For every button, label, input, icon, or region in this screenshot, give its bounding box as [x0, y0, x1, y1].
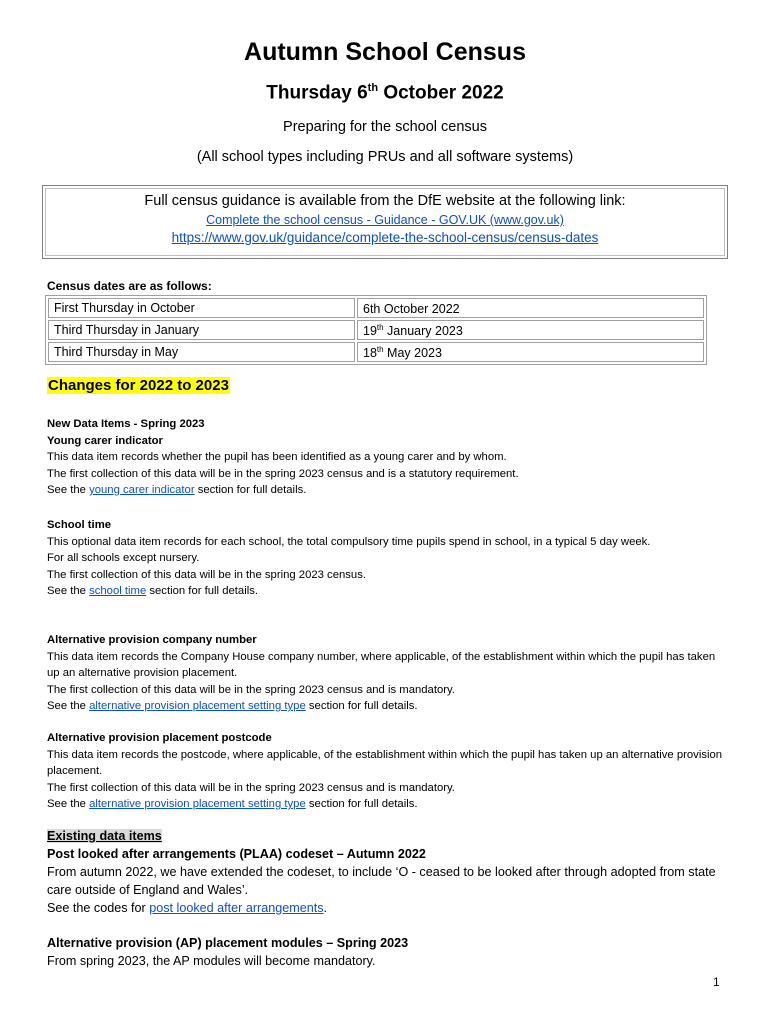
school-time-section [47, 517, 727, 600]
guidance-link[interactable]: Complete the school census - Guidance - GOV.UK (www.gov.uk) [206, 213, 564, 227]
existing-items-section [47, 827, 727, 917]
school-time-line3: The first collection of this data will be in the spring 2023 census. [47, 568, 366, 581]
existing-items-heading: Existing data items [47, 829, 162, 843]
ap-company-line2: The first collection of this data will be in the spring 2023 census and is mandatory. [47, 683, 455, 696]
table-cell: 6th October 2022 [357, 298, 704, 318]
ap-company-section [47, 632, 727, 715]
ap-company-title: Alternative provision company number [47, 634, 257, 646]
table-cell: First Thursday in October [48, 298, 355, 318]
plaa-see: See the codes for post looked after arrangements. [47, 901, 328, 915]
ap-modules-title: Alternative provision (AP) placement modules – Spring 2023 [47, 936, 409, 950]
plaa-line1: From autumn 2022, we have extended the codeset, to include ‘O - ceased to be looked after through adopted from state care outside of England and Wales’. [47, 865, 716, 897]
ap-postcode-title: Alternative provision placement postcode [47, 732, 272, 744]
school-time-title: School time [47, 519, 112, 531]
plaa-link[interactable]: post looked after arrangements [149, 901, 324, 915]
guidance-lead: Full census guidance is available from the DfE website at the following link: [144, 193, 626, 209]
census-dates-table [45, 295, 707, 365]
table-row [48, 298, 704, 318]
table-cell: Third Thursday in January [48, 320, 355, 340]
ap-company-see: See the alternative provision placement setting type section for full details. [47, 700, 418, 712]
school-types-text: (All school types including PRUs and all software systems) [196, 149, 574, 165]
ap-setting-type-link[interactable]: alternative provision placement setting type [89, 700, 306, 712]
guidance-box [42, 185, 728, 259]
table-cell: 19th January 2023 [357, 320, 704, 340]
school-time-line1: This optional data item records for each school, the total compulsory time pupils spend in school, in a typical 5 day week. [47, 535, 651, 548]
young-carer-title: Young carer indicator [47, 434, 163, 447]
table-cell: 18th May 2023 [357, 342, 704, 362]
ap-company-line1: This data item records the Company House company number, where applicable, of the establishment within which the pupil has taken up an alternative provision placement. [47, 650, 716, 679]
young-carer-see: See the young carer indicator section for full details. [47, 484, 307, 496]
ap-postcode-line2: The first collection of this data will be in the spring 2023 census and is mandatory. [47, 781, 455, 794]
new-items-heading: New Data Items - Spring 2023 [47, 418, 205, 430]
census-dates-url-link[interactable]: https://www.gov.uk/guidance/complete-the-school-census/census-dates [171, 230, 599, 245]
table-row [48, 342, 704, 362]
ap-setting-type-link[interactable]: alternative provision placement setting type [89, 798, 306, 810]
ap-postcode-see: See the alternative provision placement setting type section for full details. [47, 798, 418, 810]
school-time-line2: For all schools except nursery. [47, 552, 200, 564]
young-carer-link[interactable]: young carer indicator [89, 484, 195, 496]
school-time-see: See the school time section for full details. [47, 585, 259, 597]
ap-modules-line1: From spring 2023, the AP modules will become mandatory. [47, 954, 376, 968]
school-time-link[interactable]: school time [89, 585, 147, 597]
preparing-text: Preparing for the school census [283, 119, 487, 135]
young-carer-line2: The first collection of this data will be in the spring 2023 census and is a statutory requirement. [47, 467, 519, 480]
young-carer-line1: This data item records whether the pupil has been identified as a young carer and by whom. [47, 451, 507, 463]
page-number: 1 [713, 975, 720, 989]
census-dates-heading: Census dates are as follows: [47, 279, 212, 293]
ap-modules-section [47, 934, 727, 970]
ap-postcode-section [47, 730, 727, 813]
new-items-section [47, 416, 727, 499]
page-title: Autumn School Census [244, 38, 526, 66]
table-cell: Third Thursday in May [48, 342, 355, 362]
changes-heading: Changes for 2022 to 2023 [48, 377, 229, 394]
census-date-heading: Thursday 6th October 2022 [266, 82, 504, 104]
ap-postcode-line1: This data item records the postcode, where applicable, of the establishment within which the pupil has taken up an alternative provision placement. [47, 748, 723, 777]
plaa-title: Post looked after arrangements (PLAA) codeset – Autumn 2022 [47, 847, 426, 861]
table-row [48, 320, 704, 340]
